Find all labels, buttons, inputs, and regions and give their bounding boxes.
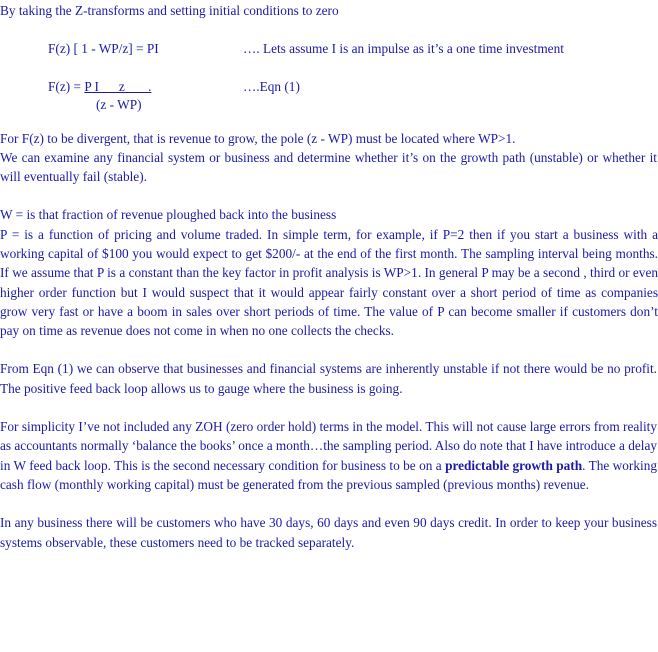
- paragraph-examine: We can examine any financial system or business and determine whether it’s on the growth path (unstable) or whether it will eventually fail (stable).: [0, 149, 657, 185]
- paragraph-p-definition: P = is a function of pricing and volume traded. In simple term, for example, if P=2 then if you start a business with a working capital of $100 you would expect to get $200/- at the end of the first month. The sampling interval being months. If we assume that P is a constant than the key factor in profit analysis is WP>1. In general P may be a second , third or even higher order function but I would suspect that it would appear fairly constant over a short period of time as companies grow very fast or have a boom in sales over short periods of time. The value of P can become smaller if customers don’t pay on time as revenue does not come in when no one collects the checks.: [0, 226, 658, 339]
- paragraph-divergent: For F(z) to be divergent, that is revenue to grow, the pole (z - WP) must be located where WP>1.: [0, 130, 516, 146]
- paragraph-credit: In any business there will be customers who have 30 days, 60 days and even 90 days credit. In order to keep your business systems observable, these customers need to be tracked separately.: [0, 515, 657, 550]
- paragraph-zoh: [0, 417, 658, 494]
- equation-2-numerator: P I z .: [84, 78, 152, 94]
- equation-2-denominator-row: [0, 96, 658, 114]
- paragraph-zoh-text-2: . The working cash flow (monthly working capital) must be generated from the previous sampled (previous months) revenue.: [0, 457, 658, 492]
- equation-2-note: ….Eqn (1): [243, 78, 300, 94]
- equation-2-denominator: (z - WP): [96, 96, 142, 112]
- equation-1-formula: F(z) [ 1 - WP/z] = PI: [48, 40, 159, 56]
- equation-1: [0, 40, 658, 58]
- equation-2-lhs: F(z) =: [48, 78, 85, 94]
- equation-1-note: …. Lets assume I is an impulse as it’s a one time investment: [243, 40, 564, 56]
- paragraph-w-definition: W = is that fraction of revenue ploughed back into the business: [0, 207, 337, 223]
- paragraph-zoh-text-1: For simplicity I’ve not included any ZOH (zero order hold) terms in the model. This will not cause large errors from reality as accountants normally ‘balance the books’ once a month…the sampling period. Also do note that I have introduce a delay in W feed back loop. This is the second necessary condition for business to be on a: [0, 419, 658, 473]
- paragraph-eqn-observation: From Eqn (1) we can observe that businesses and financial systems are inherently unstable if not there would be no profit. The positive feed back loop allows us to gauge where the business is going.: [0, 361, 657, 396]
- paragraph-zoh-bold: predictable growth path: [445, 457, 583, 473]
- equation-2: [0, 78, 658, 96]
- document-body: [0, 2, 658, 552]
- intro-line: By taking the Z-transforms and setting initial conditions to zero: [0, 3, 339, 18]
- equation-2-formula: [48, 78, 151, 96]
